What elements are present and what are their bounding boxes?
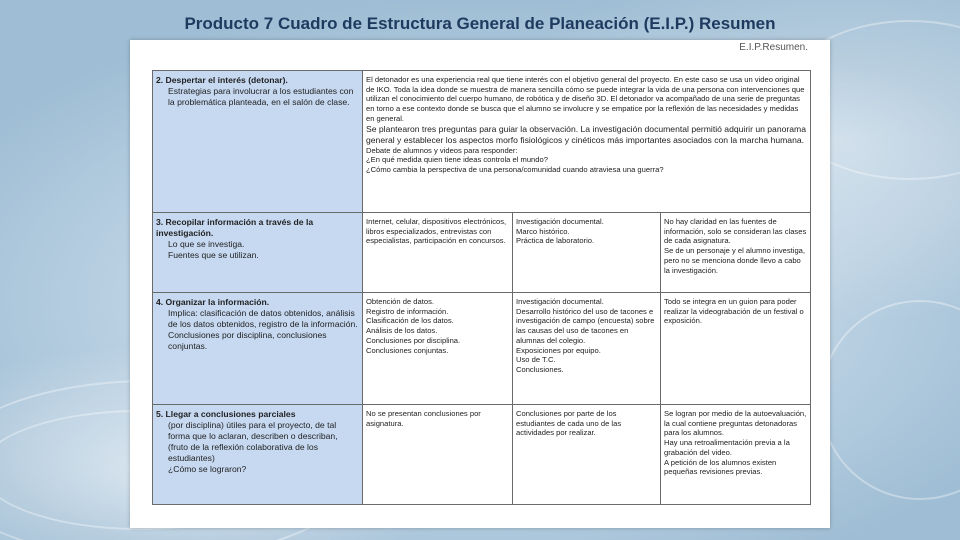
- step-title: 3. Recopilar información a través de la investigación.: [156, 217, 314, 238]
- content-text: ¿En qué medida quien tiene ideas controla el mundo?: [366, 155, 548, 165]
- content-text: Hay una retroalimentación previa a la grabación del video.: [664, 438, 790, 457]
- step-description: (fruto de la reflexión colaborativa de los estudiantes): [168, 442, 318, 463]
- content-text: Marco histórico.: [516, 226, 570, 236]
- content-text: Conclusiones por disciplina.: [366, 335, 461, 345]
- content-text: Investigación documental.: [516, 297, 604, 306]
- document-page: [130, 40, 830, 528]
- step-title: 4. Organizar la información.: [156, 297, 270, 307]
- content-text: Exposiciones por equipo.: [516, 345, 601, 355]
- content-text: No se presentan conclusiones por asignatura.: [366, 409, 481, 428]
- content-text: Análisis de los datos.: [366, 326, 438, 336]
- content-cell: [513, 293, 661, 405]
- content-text: Conclusiones conjuntas.: [366, 345, 449, 355]
- step-description: Fuentes que se utilizan.: [168, 250, 259, 260]
- content-text: Uso de T.C.: [516, 355, 556, 365]
- content-cell: [363, 293, 513, 405]
- content-cell: [363, 405, 513, 505]
- content-text: Se de un personaje y el alumno investiga, pero no se menciona donde llevo a cabo la investigación.: [664, 246, 805, 275]
- water-ripple: [820, 300, 960, 500]
- table-row: [153, 71, 811, 213]
- step-cell: [153, 405, 363, 505]
- step-description: Estrategias para involucrar a los estudiantes con la problemática planteada, en el salón de clase.: [168, 86, 354, 107]
- content-text: ¿Cómo cambia la perspectiva de una persona/comunidad cuando atraviesa una guerra?: [366, 165, 664, 175]
- content-text: A petición de los alumnos existen pequeñas revisiones previas.: [664, 457, 777, 477]
- step-title: 2. Despertar el interés (detonar).: [156, 75, 288, 85]
- content-text: Se logran por medio de la autoevaluación, la cual contiene preguntas detonadoras para los alumnos.: [664, 409, 807, 438]
- step-title: 5. Llegar a conclusiones parciales: [156, 409, 296, 419]
- content-text: Se plantearon tres preguntas para guiar la observación. La investigación documental permitió adquirir un panorama general y establecer los aspectos morfo fisiológicos y cinéticos más importantes asociados con la marcha humana.: [366, 123, 806, 145]
- content-cell: [363, 213, 513, 293]
- content-text: Registro de información.: [366, 306, 449, 316]
- step-description: Conclusiones por disciplina, conclusiones conjuntas.: [168, 330, 327, 351]
- step-description: ¿Cómo se lograron?: [168, 464, 247, 474]
- step-description: Lo que se investiga.: [168, 239, 245, 249]
- content-text: El detonador es una experiencia real que tiene interés con el objetivo general del proyecto. En este caso se usa un video original de IKO. Toda la idea donde se muestra de manera sencilla cómo se puede integrar la vida de una persona con intervenciones que utilizan el conocimiento del cuerpo humano, de robótica y de diseño 3D. El detonador va acompañado de una serie de preguntas en torno a ese contexto donde se busca que el alumno se involucre y se empatice por la reflexión de las necesidades y medidas en general.: [366, 75, 805, 123]
- document-label: E.I.P.Resumen.: [739, 42, 808, 53]
- content-cell: [363, 71, 811, 213]
- content-text: Práctica de laboratorio.: [516, 236, 595, 246]
- content-cell: [661, 293, 811, 405]
- table-row: [153, 213, 811, 293]
- content-text: Clasificación de los datos.: [366, 316, 454, 326]
- content-text: Internet, celular, dispositivos electrónicos, libros especializados, entrevistas con especialistas, participación en concursos.: [366, 217, 507, 246]
- step-description: (por disciplina) útiles para el proyecto, de tal forma que lo aclaran, describen o describan,: [168, 420, 338, 441]
- step-cell: [153, 213, 363, 293]
- table-row: [153, 405, 811, 505]
- planning-table: [152, 70, 811, 505]
- step-cell: [153, 293, 363, 405]
- content-text: Obtención de datos.: [366, 297, 434, 306]
- content-text: Conclusiones.: [516, 365, 564, 375]
- content-text: Desarrollo histórico del uso de tacones e investigación de campo (encuesta) sobre las causas del uso de tacones en alumnas del colegio.: [516, 306, 655, 345]
- step-description: Implica: clasificación de datos obtenidos, análisis de los datos obtenidos, registro de la información.: [168, 308, 358, 329]
- table-row: [153, 293, 811, 405]
- content-cell: [513, 213, 661, 293]
- content-text: Conclusiones por parte de los estudiantes de cada uno de las actividades por realizar.: [516, 409, 622, 438]
- content-text: No hay claridad en las fuentes de información, solo se consideran las clases de cada asignatura.: [664, 217, 807, 246]
- content-text: Todo se integra en un guion para poder realizar la videograbación de un festival o exposición.: [664, 297, 804, 326]
- content-cell: [513, 405, 661, 505]
- page-title: Producto 7 Cuadro de Estructura General de Planeación (E.I.P.) Resumen: [184, 14, 776, 33]
- content-text: Debate de alumnos y videos para responder:: [366, 145, 518, 155]
- step-cell: [153, 71, 363, 213]
- content-text: Investigación documental.: [516, 217, 604, 226]
- content-cell: [661, 213, 811, 293]
- content-cell: [661, 405, 811, 505]
